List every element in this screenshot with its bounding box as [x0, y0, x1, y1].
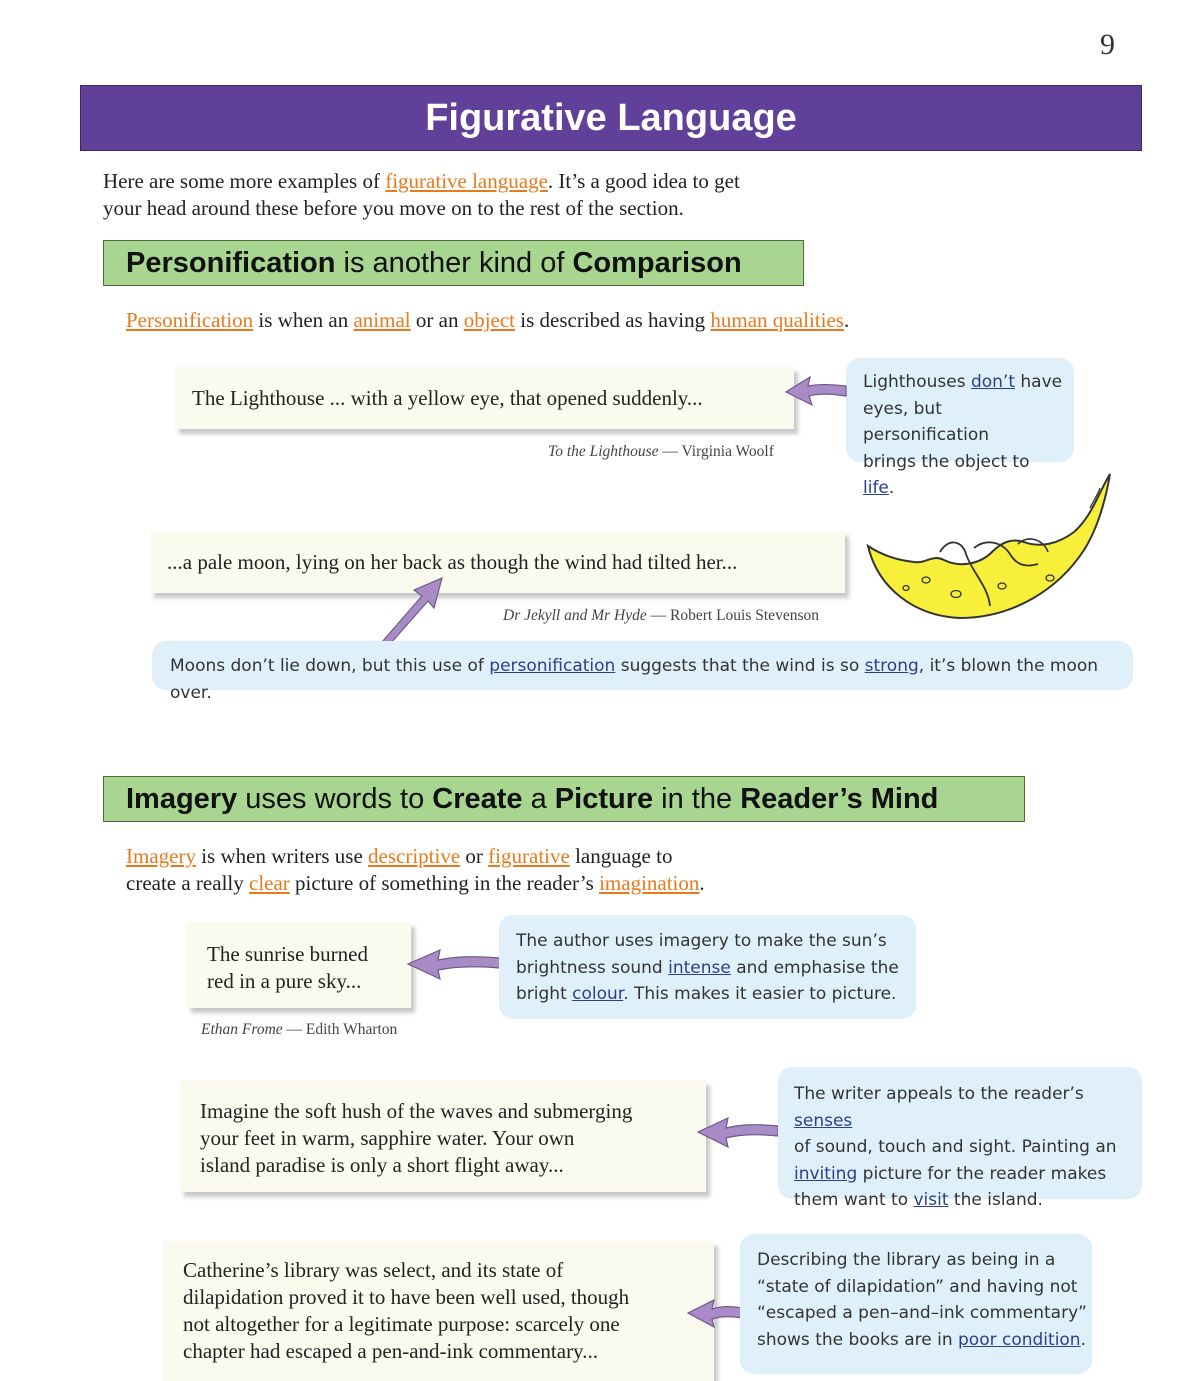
heading-bold: Picture	[554, 782, 654, 815]
note-text: .	[1080, 1329, 1086, 1350]
definition-text: picture of something in the reader’s	[289, 871, 600, 895]
keyword-link[interactable]: figurative	[488, 844, 570, 868]
note-text: brightness sound	[516, 957, 669, 978]
keyword-link[interactable]: descriptive	[368, 844, 461, 868]
definition-text: is when writers use	[195, 844, 369, 868]
quote-text: chapter had escaped a pen-and-ink commentary...	[183, 1339, 598, 1363]
explanation-note	[152, 641, 1133, 703]
quote-text: dilapidation proved it to have been well used, though	[183, 1285, 630, 1309]
page-number: 9	[1100, 28, 1115, 61]
note-link[interactable]: poor condition	[958, 1329, 1081, 1350]
keyword-link[interactable]: Personification	[126, 308, 254, 332]
definition-text: .	[699, 871, 705, 895]
note-text: , it’s blown the moon over.	[170, 656, 1099, 703]
note-text: Lighthouses	[863, 372, 971, 392]
heading-bold: Reader’s Mind	[740, 782, 939, 815]
definition-text: create a really	[126, 871, 249, 895]
quote-text: red in a pure sky...	[207, 969, 362, 993]
keyword-link[interactable]: animal	[353, 308, 411, 332]
definition-text: is when an	[253, 308, 354, 332]
note-text: bright	[516, 984, 573, 1004]
heading-bold: Comparison	[572, 246, 742, 279]
note-link[interactable]: inviting	[794, 1163, 858, 1184]
note-link[interactable]: colour	[572, 984, 624, 1004]
arrow-left-icon	[782, 372, 848, 408]
personification-definition	[126, 307, 1026, 334]
intro-text: your head around these before you move on to the rest of the section.	[103, 196, 684, 220]
citation-author: — Virginia Woolf	[658, 443, 774, 460]
note-text: and emphasise the	[730, 957, 899, 978]
heading-text: a	[522, 782, 555, 815]
note-text: of sound, touch and sight. Painting an	[794, 1137, 1117, 1157]
quote-box	[187, 922, 411, 1008]
note-text: eyes, but personification	[863, 398, 990, 445]
quote-text: not altogether for a legitimate purpose: scarcely one	[183, 1312, 620, 1336]
quote-text: The sunrise burned	[207, 942, 368, 966]
note-link[interactable]: personification	[489, 656, 616, 676]
note-link[interactable]: visit	[913, 1190, 949, 1210]
note-link[interactable]: don’t	[970, 372, 1015, 392]
quote-text: Catherine’s library was select, and its state of	[183, 1258, 564, 1282]
intro-text: . It’s a good idea to get	[547, 169, 740, 193]
quote-text: The Lighthouse ... with a yellow eye, that opened suddenly...	[192, 386, 703, 410]
note-text: have	[1015, 372, 1063, 392]
definition-text: or an	[410, 308, 464, 332]
note-text: the island.	[948, 1190, 1043, 1210]
quote-text: your feet in warm, sapphire water. Your own	[200, 1126, 575, 1150]
note-text: “escaped a pen–and–ink commentary”	[757, 1303, 1087, 1323]
intro-paragraph	[103, 168, 863, 222]
definition-text: or	[460, 844, 489, 868]
keyword-link[interactable]: imagination	[599, 871, 700, 895]
citation-title: Dr Jekyll and Mr Hyde	[503, 607, 647, 624]
note-text: Moons don’t lie down, but this use of	[170, 656, 490, 676]
page-title: Figurative Language	[80, 85, 1142, 151]
citation-title: Ethan Frome	[201, 1021, 283, 1038]
note-link[interactable]: senses	[794, 1110, 853, 1131]
quote-text: ...a pale moon, lying on her back as though the wind had tilted her...	[167, 550, 738, 574]
quote-box	[175, 367, 794, 429]
heading-text: in the	[653, 782, 741, 815]
note-text: Describing the library as being in a	[757, 1250, 1056, 1270]
keyword-link[interactable]: object	[463, 308, 516, 332]
explanation-note	[499, 915, 916, 1019]
note-link[interactable]: intense	[668, 957, 731, 978]
section-heading-imagery	[103, 776, 1025, 822]
note-link[interactable]: strong	[864, 656, 919, 676]
arrow-left-icon	[684, 1296, 744, 1330]
note-text: .	[888, 478, 895, 498]
heading-text: uses words to	[237, 782, 433, 815]
heading-bold: Personification	[126, 246, 336, 279]
keyword-link[interactable]: clear	[249, 871, 290, 895]
quote-box	[150, 531, 845, 593]
note-text: . This makes it easier to picture.	[623, 984, 897, 1004]
citation-title: To the Lighthouse	[548, 443, 659, 460]
quote-text: island paradise is only a short flight away...	[200, 1153, 564, 1177]
arrow-left-icon	[404, 946, 502, 982]
note-link[interactable]: life	[863, 478, 889, 498]
quote-text: Imagine the soft hush of the waves and submerging	[200, 1099, 633, 1123]
note-text: brings the object to	[863, 451, 1030, 472]
note-text: The writer appeals to the reader’s	[794, 1084, 1084, 1104]
note-text: picture for the reader makes	[857, 1163, 1107, 1184]
definition-text: language to	[569, 844, 673, 868]
citation	[548, 443, 774, 461]
section-heading-personification	[103, 240, 804, 286]
keyword-link[interactable]: Imagery	[126, 844, 196, 868]
explanation-note	[778, 1067, 1142, 1210]
keyword-link[interactable]: figurative language	[385, 169, 548, 193]
citation-author: — Edith Wharton	[282, 1021, 398, 1038]
heading-bold: Create	[432, 782, 523, 815]
quote-box	[180, 1080, 706, 1192]
citation	[201, 1021, 397, 1039]
definition-text: .	[843, 308, 850, 332]
note-text: them want to	[794, 1190, 914, 1210]
heading-text: is another kind of	[335, 246, 573, 279]
note-text: “state of dilapidation” and having not	[757, 1276, 1078, 1297]
keyword-link[interactable]: human qualities	[710, 308, 844, 332]
arrow-left-icon	[694, 1114, 780, 1150]
note-text: The author uses imagery to make the sun’s	[516, 931, 887, 951]
explanation-note	[846, 358, 1074, 498]
citation	[503, 607, 819, 625]
explanation-note	[740, 1234, 1092, 1374]
note-text: shows the books are in	[757, 1329, 958, 1350]
moon-illustration-icon	[862, 468, 1114, 624]
citation-author: — Robert Louis Stevenson	[646, 607, 819, 624]
intro-text: Here are some more examples of	[103, 169, 386, 193]
heading-bold: Imagery	[126, 782, 238, 815]
definition-text: is described as having	[515, 308, 711, 332]
quote-box	[163, 1241, 714, 1381]
note-text: suggests that the wind is so	[615, 656, 865, 676]
arrow-up-icon	[376, 574, 448, 644]
imagery-definition	[126, 843, 1026, 897]
